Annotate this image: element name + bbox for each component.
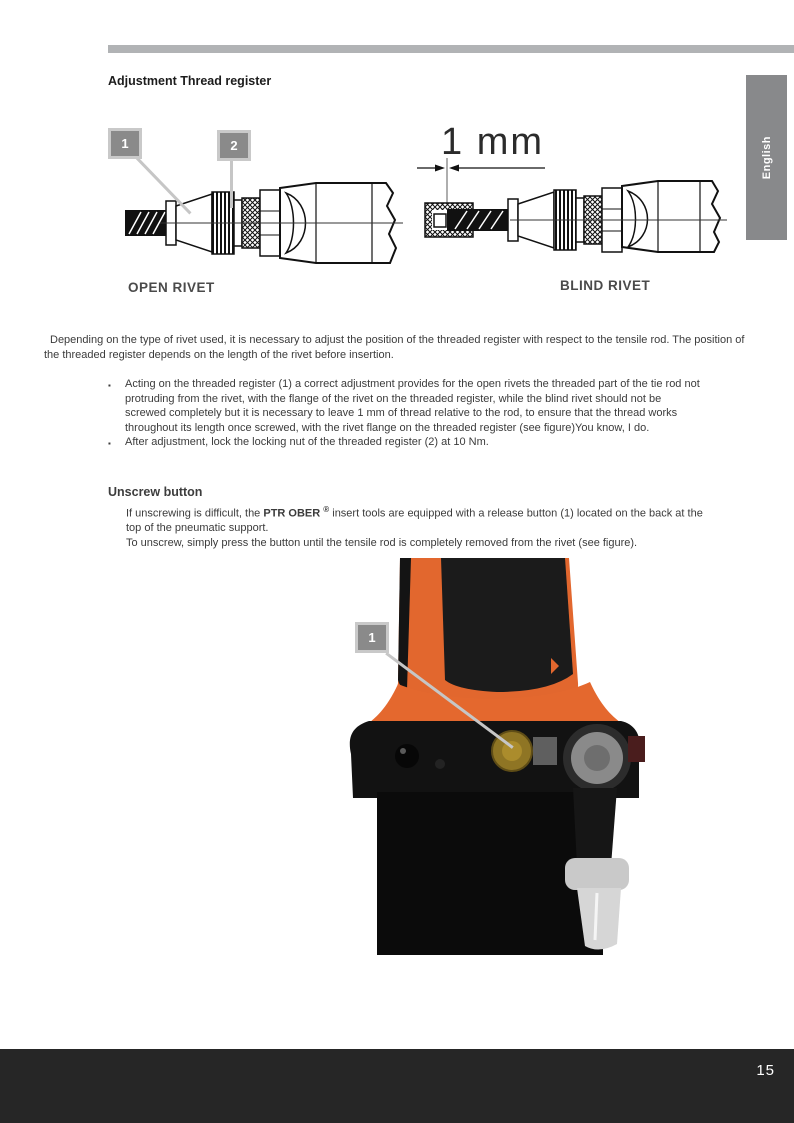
bullet-text: Acting on the threaded register (1) a correct adjustment provides for the open rivets the threaded part of the tie rod not protruding from the rivet, with the flange of the rivet on the threaded register, while the blind rivet should not be screwed completely but it is necessary to leave 1 mm of thread relative to the rod, to ensure that the thread works throughout its length once screwed, with the rivet flange on the threaded register (see figure)You know, I do. — [125, 378, 700, 434]
blind-rivet-label: BLIND RIVET — [560, 278, 651, 293]
diagram-leader-line-2 — [230, 160, 233, 208]
diagram-callout-2-label: 2 — [230, 138, 238, 153]
language-tab-label: English — [760, 135, 773, 180]
dimension-label: 1 mm — [441, 121, 544, 163]
photo-callout-1-label: 1 — [368, 630, 376, 645]
fitting-collar — [565, 858, 629, 890]
footer-bar — [0, 1049, 794, 1123]
open-rivet-diagram — [120, 180, 405, 268]
bullet-icon: ▪ — [108, 439, 111, 449]
registered-trademark-icon: ® — [323, 505, 330, 514]
unscrew-line-2: To unscrew, simply press the button until the tensile rod is completely removed from the rivet (see figure). — [126, 536, 638, 549]
open-rivet-label: OPEN RIVET — [128, 280, 215, 295]
fitting-highlight — [595, 893, 597, 940]
language-tab — [746, 75, 787, 240]
page-title: Adjustment Thread register — [108, 74, 272, 88]
diagram-callout-1-label: 1 — [121, 136, 129, 151]
diagram-callout-1 — [108, 128, 142, 159]
blind-rivet-diagram — [415, 122, 730, 257]
valve-stem — [573, 788, 617, 866]
grip-panel — [441, 558, 573, 692]
unscrew-line-1 — [126, 503, 706, 536]
section-heading-unscrew-button: Unscrew button — [108, 485, 203, 499]
base-bolt — [435, 759, 445, 769]
bullet-icon: ▪ — [108, 381, 111, 390]
photo-callout-1 — [355, 622, 389, 653]
bullet-list — [108, 377, 700, 452]
bullet-text: After adjustment, lock the locking nut of the threaded register (2) at 10 Nm. — [125, 436, 489, 449]
tool-photo — [345, 558, 645, 955]
base-knob-left — [395, 744, 419, 768]
list-item — [108, 377, 700, 435]
list-item — [108, 435, 700, 452]
red-detail — [628, 736, 645, 762]
brand-name: PTR OBER — [263, 507, 321, 520]
page-number: 15 — [756, 1062, 775, 1079]
intro-paragraph: Depending on the type of rivet used, it is necessary to adjust the position of the threaded register with respect to the tensile rod. The position of the threaded register depends on the length of the rivet before insertion. — [44, 334, 745, 361]
diagram-callout-2 — [217, 130, 251, 161]
button-housing — [533, 737, 557, 765]
base-knob-glint — [400, 748, 406, 754]
valve-knob-inner — [584, 745, 610, 771]
unscrew-text-pre: If unscrewing is difficult, the — [126, 507, 264, 520]
top-rule — [108, 45, 794, 53]
unscrew-text-post: insert tools are equipped with a release button (1) located on the back at the top of the pneumatic support. — [126, 507, 703, 535]
unscrew-paragraph — [126, 503, 706, 550]
tie-rod — [447, 209, 510, 231]
